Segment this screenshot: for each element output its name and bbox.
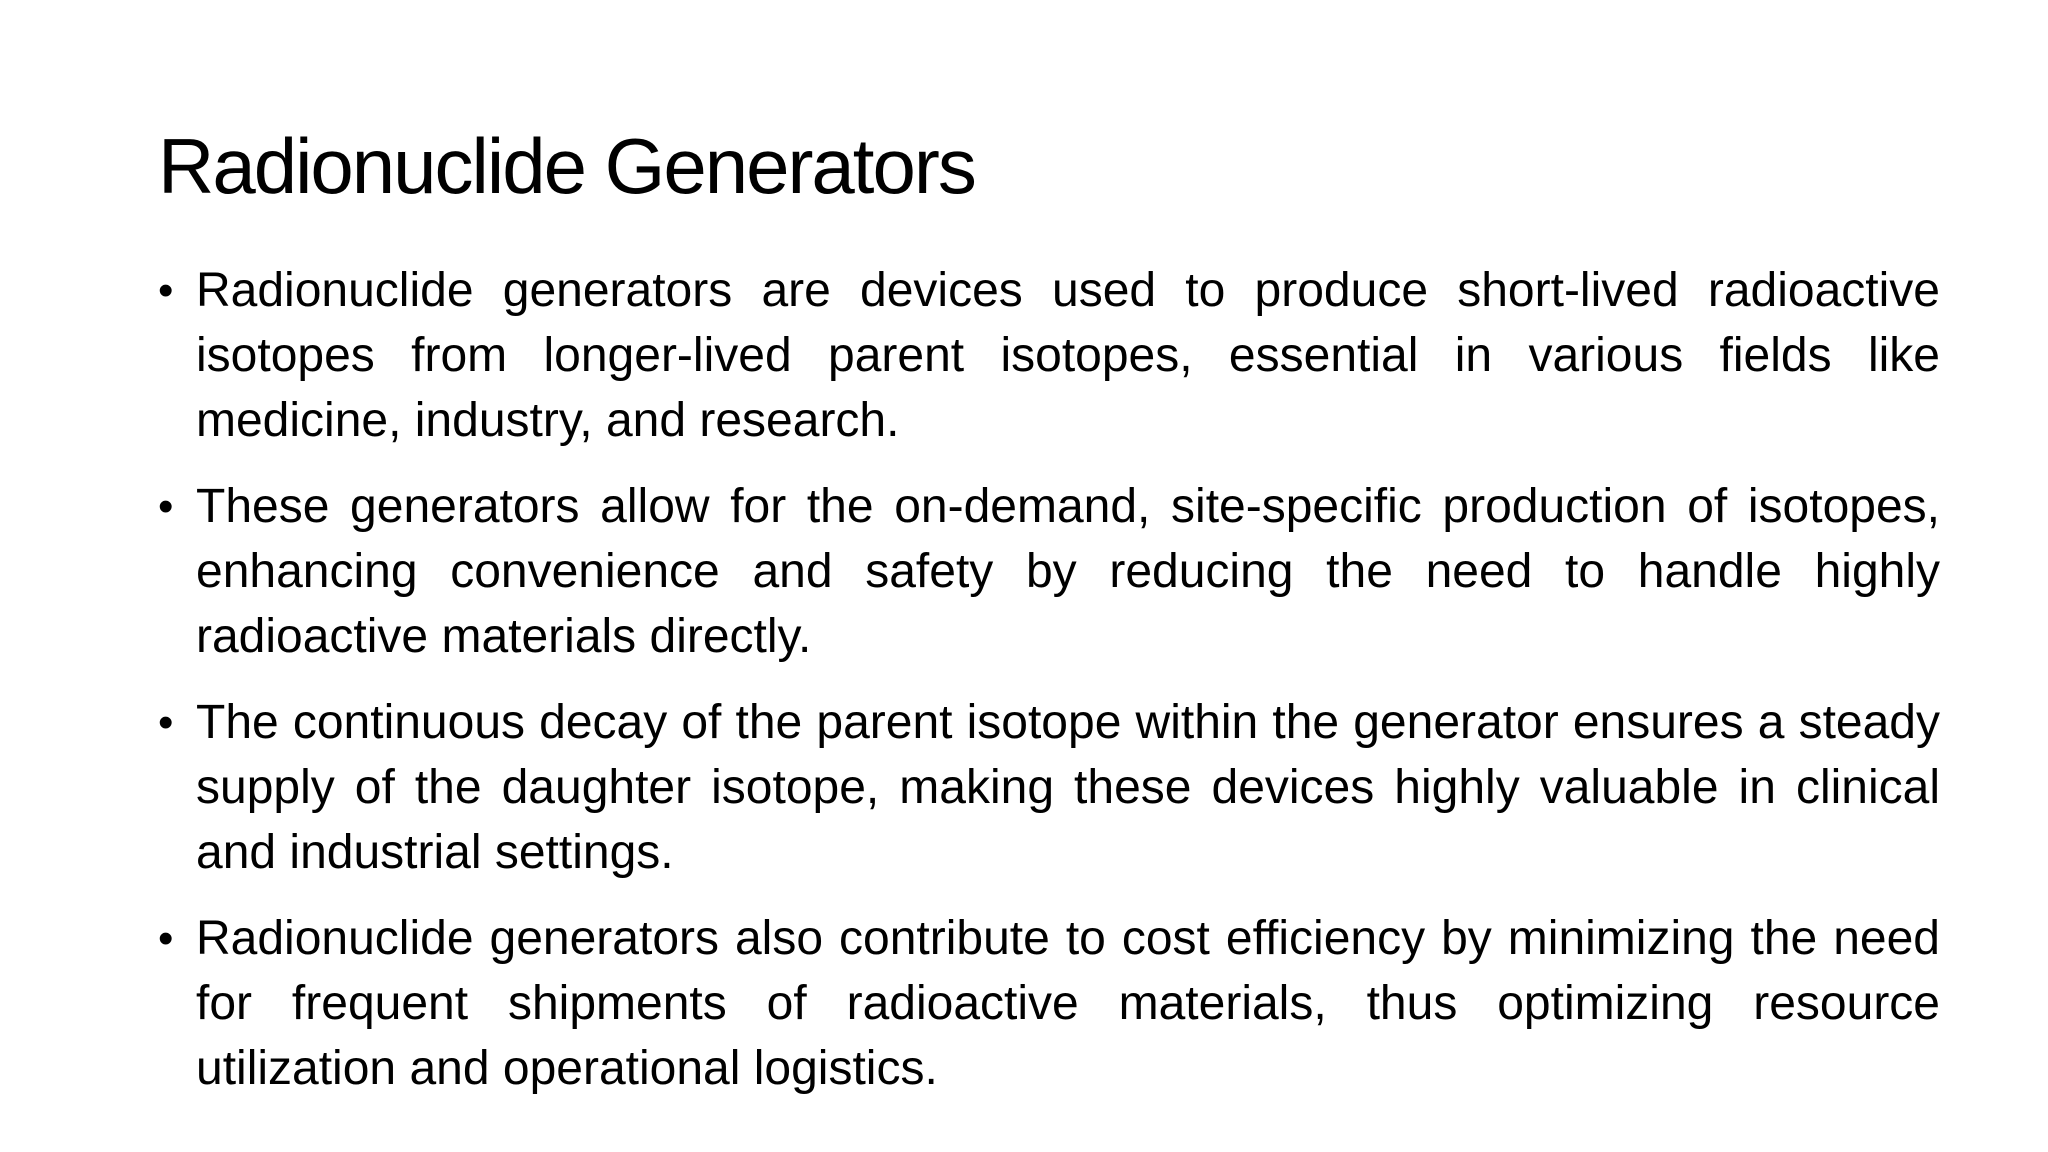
slide-title: Radionuclide Generators [158, 122, 975, 210]
bullet-item [150, 690, 1940, 885]
bullet-list [150, 258, 1940, 1122]
bullet-text: These generators allow for the on-demand, site-specific production of isotopes, enhancing convenience and safety by reducing the need to handle highly radioactive materials directly. [196, 480, 1940, 663]
bullet-point-icon: • [158, 266, 174, 315]
bullet-point-icon: • [158, 698, 174, 747]
bullet-point-icon: • [158, 482, 174, 531]
bullet-item [150, 474, 1940, 669]
bullet-text: The continuous decay of the parent isotope within the generator ensures a steady supply of the daughter isotope, making these devices highly valuable in clinical and industrial settings. [196, 696, 1940, 879]
bullet-item [150, 906, 1940, 1101]
bullet-text: Radionuclide generators are devices used to produce short-lived radioactive isotopes from longer-lived parent isotopes, essential in various fields like medicine, industry, and research. [196, 264, 1940, 447]
bullet-point-icon: • [158, 914, 174, 963]
bullet-text: Radionuclide generators also contribute to cost efficiency by minimizing the need for frequent shipments of radioactive materials, thus optimizing resource utilization and operational logistics. [196, 912, 1940, 1095]
bullet-item [150, 258, 1940, 453]
